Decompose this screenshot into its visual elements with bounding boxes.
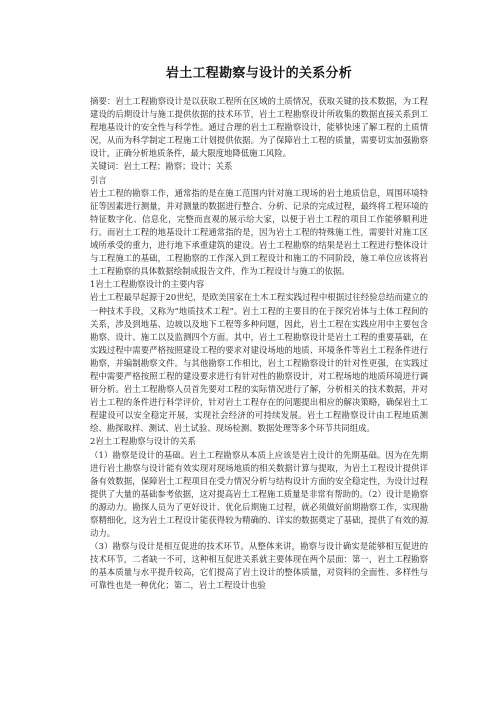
- introduction-paragraph: 岩土工程的勘察工作，通常指的是在施工范围内针对施工现场的岩土地质信息，周围环境特征等因素进行测量，并对测量的数据进行整合、分析、记录的完成过程，最终将工程环境的特征数字化、信息化，完整而直观的展示给大家，以便于岩土工程的项目工作能够顺利进行。而岩土工程的地基设计工程通常指的是，因为岩土工程的特殊施工性，需要针对施工区域所承受的重力，进行地下承重建筑的建设。岩土工程勘察的结果是岩土工程进行整体设计与工程施工的基础，工程勘察的工作深入到工程设计和施工的不同阶段，施工单位应该将岩土工程勘察的具体数据绘制成报告文件，作为工程设计与施工的依据。: [90, 187, 428, 277]
- introduction-heading: 引言: [90, 174, 107, 185]
- section-2-paragraph-1: （1）勘察是设计的基础。岩土工程勘察从本质上应该是岩土设计的先期基础。因为在先期进行岩土勘察与设计能有效实现对现场地质的相关数据计算与提取，为岩土工程设计提供详备有效数据，保障岩土工程项目在受力情况分析与结构设计方面的安全稳定性，为设计过程提供了大量的基础参考依据，这对提高岩土工程施工质量是非常有帮助的。（2）设计是勘察的源动力。勘探人员为了更好设计、优化后期施工过程，就必须做好前期勘察工作，实现勘察精细化，这为岩土工程设计能获得较为精确的、详实的数据奠定了基础，提供了有效的源动力。: [90, 449, 428, 539]
- document-title: 岩土工程勘察与设计的关系分析: [165, 66, 353, 81]
- abstract-paragraph: 摘要：岩土工程勘察设计是以获取工程所在区域的土质情况，获取关键的技术数据，为工程建设的后期设计与施工提供依据的技术环节，岩土工程勘察设计所收集的数据直接关系到工程地基设计的安全性与科学性。通过合理的岩土工程勘察设计，能够快速了解工程的土质情况，从而为科学制定工程施工计划提供依据。为了保障岩土工程的质量，需要切实加强勘察设计，正确分析地质条件，最大限度地降低施工风险。: [90, 96, 428, 159]
- section-1-heading: 1岩土工程勘察设计的主要内容: [90, 279, 205, 290]
- keywords-paragraph: 关键词：岩土工程；勘察；设计；关系: [90, 161, 233, 172]
- section-1-paragraph: 岩土工程最早起源于20世纪，是欧美国家在土木工程实践过程中根据过往经验总结而建立的一种技术手段，又称为“地质技术工程”。岩土工程的主要目的在于探究岩体与土体工程间的关系，涉及到地基、边坡以及地下工程等多种问题，因此，岩土工程在实践应用中主要包含勘察、设计、施工以及监测四个方面。其中，岩土工程勘察设计是岩土工程的重要基础，在实践过程中需要严格按照建设工程的要求对建设场地的地质、环境条件等岩土工程条件进行勘察，并编制勘察文件。与其他勘察工作相比，岩土工程勘察设计的针对性更强，在实践过程中需要严格按照工程的建设要求进行有针对性的勘察设计，对工程场地的地质环境进行调研分析。岩土工程勘察人员首先要对工程的实际情况进行了解，分析相关的技术数据，并对岩土工程的条件进行科学评价，针对岩土工程存在的问题提出相应的解决策略，确保岩土工程建设可以安全稳定开展，实现社会经济的可持续发展。岩土工程勘察设计由工程地质测绘、勘探取样、测试、岩土试验、现场检测、数据处理等多个环节共同组成。: [90, 292, 428, 434]
- section-2-paragraph-2: （3）勘察与设计是相互促进的技术环节。从整体来讲，勘察与设计确实是能够相互促进的技术环节，二者缺一不可，这种相互促进关系就主要体现在两个层面：第一，岩土工程勘察的基本质量与水平提升较高，它们提高了岩土设计的整体质量，对资料的全面性、多样性与可靠性也是一种优化；第二，岩土工程设计也验: [90, 541, 428, 591]
- section-2-heading: 2岩土工程勘察与设计的关系: [90, 436, 196, 447]
